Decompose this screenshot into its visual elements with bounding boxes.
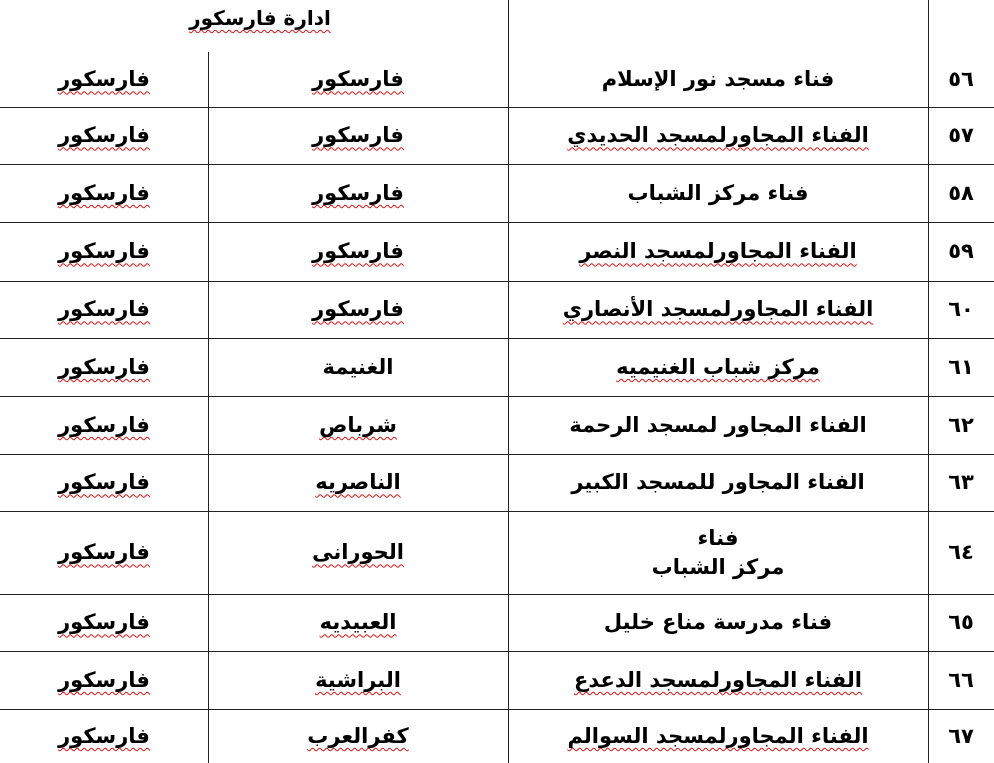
row-number-text: ٦٤ (948, 540, 974, 565)
village-cell (208, 281, 508, 338)
admin-text: فارسكور (58, 354, 150, 379)
row-number (928, 396, 994, 454)
row-number (928, 709, 994, 763)
place-cell (508, 709, 928, 763)
admin-cell (0, 594, 208, 651)
row-number-text: ٦٢ (948, 412, 974, 437)
row-number (928, 164, 994, 222)
village-cell (208, 396, 508, 454)
admin-header-label: ادارة فارسكور (189, 6, 331, 30)
place-text: الفناء المجاورلمسجد الدعدع (574, 667, 862, 692)
place-text: الفناء المجاورلمسجد النصر (579, 239, 857, 264)
place-text: الفناء المجاورلمسجد الأنصاري (562, 297, 874, 322)
place-text-line1: فناء (697, 526, 739, 551)
row-number (928, 222, 994, 281)
admin-text: فارسكور (58, 412, 150, 437)
admin-cell (0, 107, 208, 164)
row-number (928, 454, 994, 511)
admin-text: فارسكور (58, 123, 150, 148)
admin-text: فارسكور (58, 239, 150, 264)
row-number (928, 281, 994, 338)
village-text: فارسكور (312, 180, 404, 205)
place-text: فناء مركز الشباب (627, 180, 809, 205)
village-text: فارسكور (312, 239, 404, 264)
row-number (928, 107, 994, 164)
row-number-text: ٦١ (948, 354, 974, 379)
village-text: البراشية (315, 667, 401, 692)
village-cell (208, 164, 508, 222)
place-text: الفناء المجاور للمسجد الكبير (571, 470, 865, 495)
place-text-line2: مركز الشباب (651, 554, 785, 579)
village-text: العبيديه (319, 610, 397, 635)
admin-text: فارسكور (58, 297, 150, 322)
row-number-text: ٦٥ (948, 610, 974, 635)
place-text: فناء مسجد نور الإسلام (601, 67, 835, 92)
village-text: فارسكور (312, 67, 404, 92)
admin-cell (0, 511, 208, 594)
place-cell (508, 222, 928, 281)
place-text: فناء مدرسة مناع خليل (603, 610, 833, 635)
place-text: الفناء المجاور لمسجد الرحمة (569, 412, 867, 437)
admin-text: فارسكور (58, 610, 150, 635)
admin-text: فارسكور (58, 67, 150, 92)
row-number-text: ٥٧ (948, 123, 974, 148)
admin-cell (0, 281, 208, 338)
admin-cell (0, 222, 208, 281)
admin-text: فارسكور (58, 723, 150, 748)
admin-text: فارسكور (58, 667, 150, 692)
place-text: مركز شباب الغنيميه (616, 354, 820, 379)
admin-cell (0, 396, 208, 454)
village-text: كفرالعرب (307, 723, 409, 748)
row-number (928, 511, 994, 594)
place-cell (508, 511, 928, 594)
row-number (928, 651, 994, 709)
place-cell (508, 454, 928, 511)
admin-text: فارسكور (58, 180, 150, 205)
row-number-text: ٥٩ (948, 239, 974, 264)
admin-text: فارسكور (58, 540, 150, 565)
admin-cell (0, 709, 208, 763)
village-text: الغنيمة (322, 354, 394, 379)
row-number (928, 338, 994, 396)
place-cell (508, 164, 928, 222)
village-text: الناصريه (315, 470, 401, 495)
row-number-text: ٦٣ (948, 470, 974, 495)
place-cell (508, 281, 928, 338)
admin-header (130, 6, 390, 30)
village-cell (208, 511, 508, 594)
place-text: الفناء المجاورلمسجد الحديدي (567, 123, 869, 148)
row-number-text: ٦٦ (948, 667, 974, 692)
village-cell (208, 594, 508, 651)
village-cell (208, 454, 508, 511)
village-text: فارسكور (312, 297, 404, 322)
row-number-text: ٦٧ (948, 723, 974, 748)
admin-cell (0, 338, 208, 396)
village-text: الحورانى (312, 540, 404, 565)
village-cell (208, 107, 508, 164)
place-text: الفناء المجاورلمسجد السوالم (567, 723, 869, 748)
village-cell (208, 651, 508, 709)
place-cell (508, 107, 928, 164)
place-cell (508, 594, 928, 651)
village-cell (208, 338, 508, 396)
admin-cell (0, 164, 208, 222)
row-number-text: ٥٦ (948, 67, 974, 92)
row-number-text: ٦٠ (948, 297, 974, 322)
place-cell (508, 52, 928, 107)
admin-cell (0, 651, 208, 709)
row-number-text: ٥٨ (948, 180, 974, 205)
admin-cell (0, 52, 208, 107)
village-cell (208, 709, 508, 763)
place-cell (508, 651, 928, 709)
admin-cell (0, 454, 208, 511)
place-cell (508, 396, 928, 454)
village-text: فارسكور (312, 123, 404, 148)
village-cell (208, 222, 508, 281)
village-cell (208, 52, 508, 107)
row-number (928, 594, 994, 651)
admin-text: فارسكور (58, 470, 150, 495)
row-number (928, 52, 994, 107)
place-cell (508, 338, 928, 396)
village-text: شرباص (319, 412, 397, 437)
